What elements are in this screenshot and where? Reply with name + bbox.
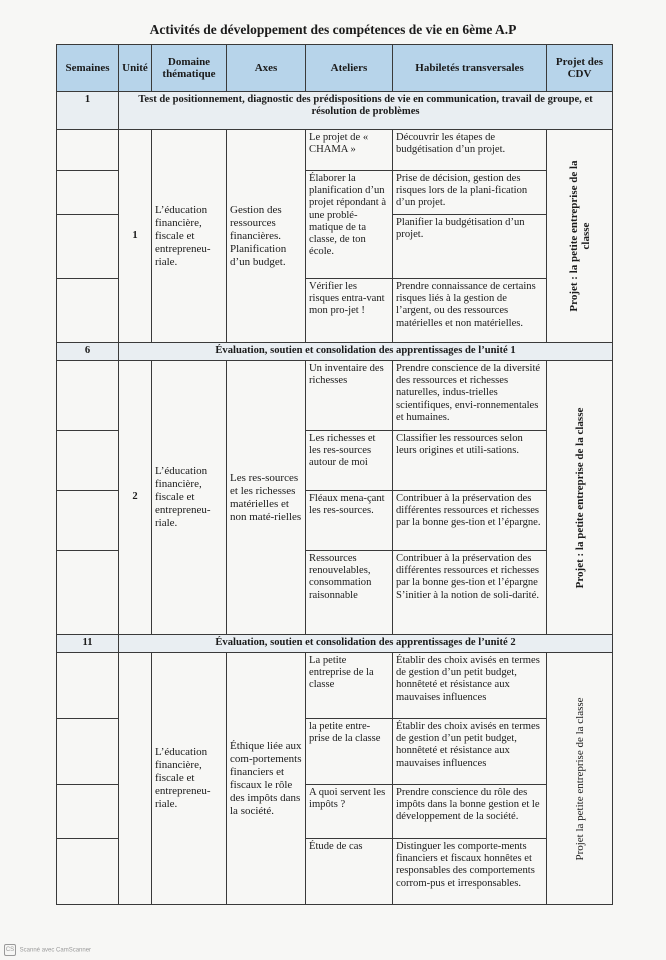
project-cell <box>547 653 613 905</box>
week-cell <box>57 130 119 171</box>
separator-row <box>57 92 613 130</box>
week-cell <box>57 491 119 551</box>
header-ateliers: Ateliers <box>306 45 393 92</box>
header-habiletes: Habiletés transversales <box>393 45 547 92</box>
domain-cell: L’éducation financière, fiscale et entrepreneu-riale. <box>152 130 227 343</box>
atelier-cell: Le projet de « CHAMA » <box>306 130 393 171</box>
axes-cell: Gestion des ressources financières. Planification d’un budget. <box>227 130 306 343</box>
unit-number: 1 <box>119 130 152 343</box>
atelier-cell: Élaborer la planification d’un projet répondant à une problé-matique de ta classe, de ton école. <box>306 171 393 279</box>
atelier-cell: A quoi servent les impôts ? <box>306 785 393 839</box>
camscanner-logo-icon: CS <box>4 944 16 956</box>
habilete-cell: Prise de décision, gestion des risques lors de la plani-fication d’un projet. <box>393 171 547 215</box>
atelier-cell: Les richesses et les res-sources autour de moi <box>306 431 393 491</box>
habilete-cell: Découvrir les étapes de budgétisation d’un projet. <box>393 130 547 171</box>
atelier-cell: la petite entre-prise de la classe <box>306 719 393 785</box>
atelier-cell: Étude de cas <box>306 839 393 905</box>
separator-text: Évaluation, soutien et consolidation des apprentissages de l’unité 2 <box>119 635 613 653</box>
habilete-cell: Établir des choix avisés en termes de gestion d’un petit budget, honnêteté et résistance aux mauvaises influences <box>393 653 547 719</box>
week-cell <box>57 279 119 343</box>
week-cell <box>57 785 119 839</box>
header-domaine: Domaine thématique <box>152 45 227 92</box>
table-header-row <box>57 45 613 92</box>
domain-cell: L’éducation financière, fiscale et entrepreneu-riale. <box>152 653 227 905</box>
atelier-cell: Vérifier les risques entra-vant mon pro-jet ! <box>306 279 393 343</box>
project-label: Projet la petite entreprise de la classe <box>573 696 586 861</box>
separator-text: Évaluation, soutien et consolidation des apprentissages de l’unité 1 <box>119 343 613 361</box>
atelier-cell: Ressources renouvelables, consommation raisonnable <box>306 551 393 635</box>
axes-cell: Éthique liée aux com-portements financiers et fiscaux le rôle des impôts dans la société. <box>227 653 306 905</box>
competences-table <box>56 44 613 905</box>
document-title: Activités de développement des compétences de vie en 6ème A.P <box>149 22 517 37</box>
atelier-cell: Un inventaire des richesses <box>306 361 393 431</box>
habilete-cell: Prendre conscience du rôle des impôts dans la bonne gestion et le développement de la société. <box>393 785 547 839</box>
week-cell <box>57 215 119 279</box>
week-cell <box>57 551 119 635</box>
header-axes: Axes <box>227 45 306 92</box>
week-cell <box>57 653 119 719</box>
header-unite: Unité <box>119 45 152 92</box>
separator-row <box>57 635 613 653</box>
habilete-cell: Distinguer les comporte-ments financiers et fiscaux honnêtes et responsables des comportements corrom-pus et irresponsables. <box>393 839 547 905</box>
table-row <box>57 361 613 431</box>
project-label: Projet : la petite entreprise de la classe <box>573 407 586 588</box>
atelier-cell: Fléaux mena-çant les res-sources. <box>306 491 393 551</box>
habilete-cell: Classifier les ressources selon leurs origines et utili-sations. <box>393 431 547 491</box>
week-cell <box>57 431 119 491</box>
habilete-cell: Établir des choix avisés en termes de gestion d’un petit budget, honnêteté et résistance aux mauvaises influences <box>393 719 547 785</box>
habilete-cell: Prendre conscience de la diversité des ressources et richesses naturelles, indus-trielles scientifiques, envi-ronnementales et humaines. <box>393 361 547 431</box>
separator-text: Test de positionnement, diagnostic des prédispositions de vie en communication, travail de groupe, et résolution de problèmes <box>119 92 613 130</box>
header-semaines: Semaines <box>57 45 119 92</box>
habilete-cell: Contribuer à la préservation des différentes ressources et richesses par la bonne ges-tion et l’épargne S’initier à la notion de soli-darité. <box>393 551 547 635</box>
atelier-cell: La petite entreprise de la classe <box>306 653 393 719</box>
unit-number: 2 <box>119 361 152 635</box>
table-row <box>57 130 613 171</box>
week-cell <box>57 171 119 215</box>
habilete-cell: Contribuer à la préservation des différentes ressources et richesses par la bonne ges-tion et l’épargne. <box>393 491 547 551</box>
domain-cell: L’éducation financière, fiscale et entrepreneu-riale. <box>152 361 227 635</box>
watermark-text: Scanné avec CamScanner <box>19 947 92 954</box>
week-cell <box>57 361 119 431</box>
separator-row <box>57 343 613 361</box>
scanner-watermark <box>4 944 91 956</box>
project-label: Projet : la petite entreprise de la classe <box>567 160 592 312</box>
separator-week: 1 <box>57 92 119 130</box>
habilete-cell: Planifier la budgétisation d’un projet. <box>393 215 547 279</box>
unit-number <box>119 653 152 905</box>
project-cell <box>547 130 613 343</box>
project-cell <box>547 361 613 635</box>
week-cell <box>57 839 119 905</box>
separator-week: 6 <box>57 343 119 361</box>
separator-week: 11 <box>57 635 119 653</box>
habilete-cell: Prendre connaissance de certains risques liés à la gestion de l’argent, ou des ressources matérielles et non matérielles. <box>393 279 547 343</box>
table-row <box>57 653 613 719</box>
week-cell <box>57 719 119 785</box>
axes-cell: Les res-sources et les richesses matérielles et non maté-rielles <box>227 361 306 635</box>
header-projet: Projet des CDV <box>547 45 613 92</box>
